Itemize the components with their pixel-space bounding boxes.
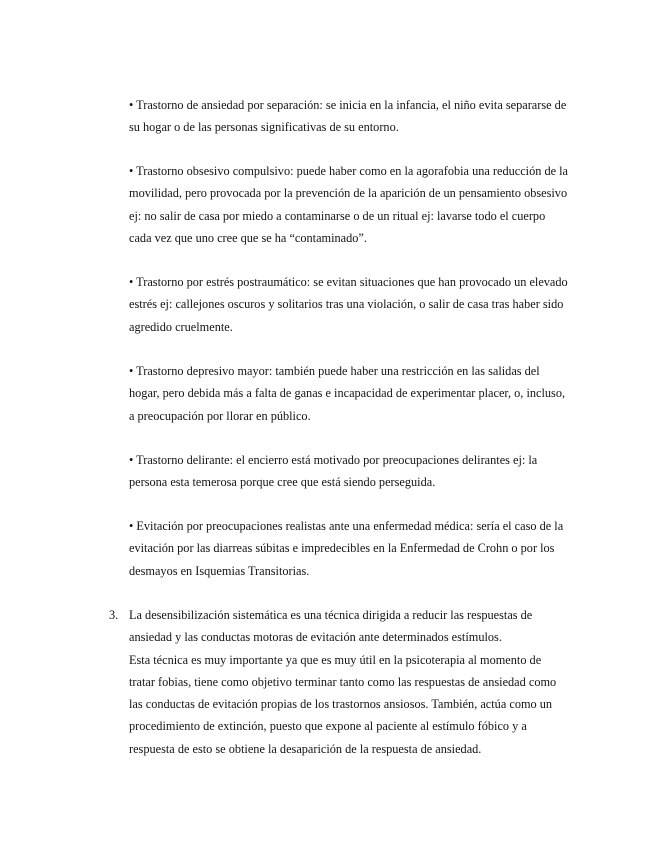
paragraph-explanation: Esta técnica es muy importante ya que es muy útil en la psicoterapia al momento de tratar fobias, tiene como objetivo terminar tanto como las respuestas de ansiedad como las conductas de evitación propias de los trastornos ansiosos. También, actúa como un procedimiento de extinción, puesto que expone al paciente al estímulo fóbico y a respuesta de esto se obtiene la desaparición de la respuesta de ansiedad. [129,652,557,756]
bullet-realistic-concerns [129,515,569,582]
bullet-text: • Trastorno obsesivo compulsivo: puede haber como en la agorafobia una reducción de la movilidad, pero provocada por la prevención de la aparición de un pensamiento obsesivo ej: no salir de casa por miedo a contaminarse o de un ritual ej: lavarse todo el cuerpo cada vez que uno cree que se ha “contaminado”. [129,164,569,245]
bullet-text: • Trastorno de ansiedad por separación: se inicia en la infancia, el niño evita separarse de su hogar o de las personas significativas de su entorno. [129,98,567,135]
bullet-text: • Trastorno depresivo mayor: también puede haber una restricción en las salidas del hogar, pero debida más a falta de ganas e incapacidad de experimentar placer, o, incluso, a preocupación por llorar en público. [129,364,566,423]
bullet-text: • Trastorno por estrés postraumático: se evitan situaciones que han provocado un elevado estrés ej: callejones oscuros y solitarios tras una violación, o salir de casa tras haber sido agredido cruelmente. [129,275,568,334]
bullet-major-depression [129,360,569,427]
bullet-text: • Evitación por preocupaciones realistas ante una enfermedad médica: sería el caso de la evitación por las diarreas súbitas e impredecibles en la Enfermedad de Crohn o por los desmayos en Isquemias Transitorias. [129,519,564,578]
bullet-separation-anxiety [129,94,569,139]
bullet-ptsd [129,271,569,338]
bullet-delusional [129,449,569,494]
bullet-ocd [129,160,569,249]
item-body [129,604,569,760]
item-number: 3. [109,608,119,622]
bullet-text: • Trastorno delirante: el encierro está motivado por preocupaciones delirantes ej: la persona esta temerosa porque cree que está siendo perseguida. [129,453,538,490]
paragraph-definition: La desensibilización sistemática es una técnica dirigida a reducir las respuestas de ansiedad y las conductas motoras de evitación ante determinados estímulos. [129,608,533,645]
